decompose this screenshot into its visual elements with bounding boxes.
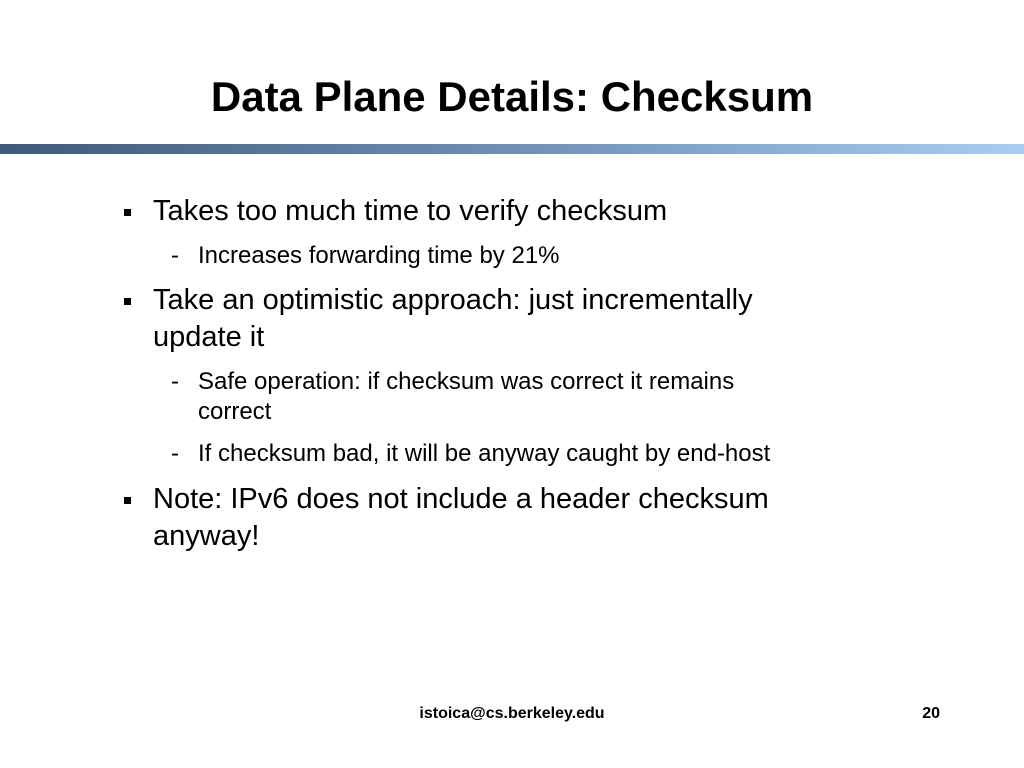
- sub-marker: -: [171, 242, 179, 269]
- bullet-2-sub-1-line-1: Safe operation: if checksum was correct it remains: [198, 368, 735, 395]
- bullet-2-sub-2: If checksum bad, it will be anyway caught by end-host: [198, 440, 771, 467]
- bullet-1: Takes too much time to verify checksum: [153, 195, 668, 227]
- bullet-2-sub-1-line-2: correct: [198, 398, 272, 425]
- bullet-square-icon: [124, 209, 131, 216]
- sub-marker: -: [171, 440, 179, 467]
- slide-title: Data Plane Details: Checksum: [210, 73, 814, 120]
- bullet-3-line-2: anyway!: [153, 520, 260, 552]
- page-number: 20: [922, 705, 940, 722]
- bullet-square-icon: [124, 298, 131, 305]
- bullet-square-icon: [124, 497, 131, 504]
- bullet-1-sub-1: Increases forwarding time by 21%: [198, 242, 560, 269]
- sub-marker: -: [171, 368, 179, 395]
- footer-email: istoica@cs.berkeley.edu: [419, 705, 605, 722]
- bullet-3-line-1: Note: IPv6 does not include a header checksum: [153, 483, 769, 515]
- bullet-2-line-2: update it: [153, 321, 265, 353]
- bullet-2-line-1: Take an optimistic approach: just incrementally: [153, 284, 753, 316]
